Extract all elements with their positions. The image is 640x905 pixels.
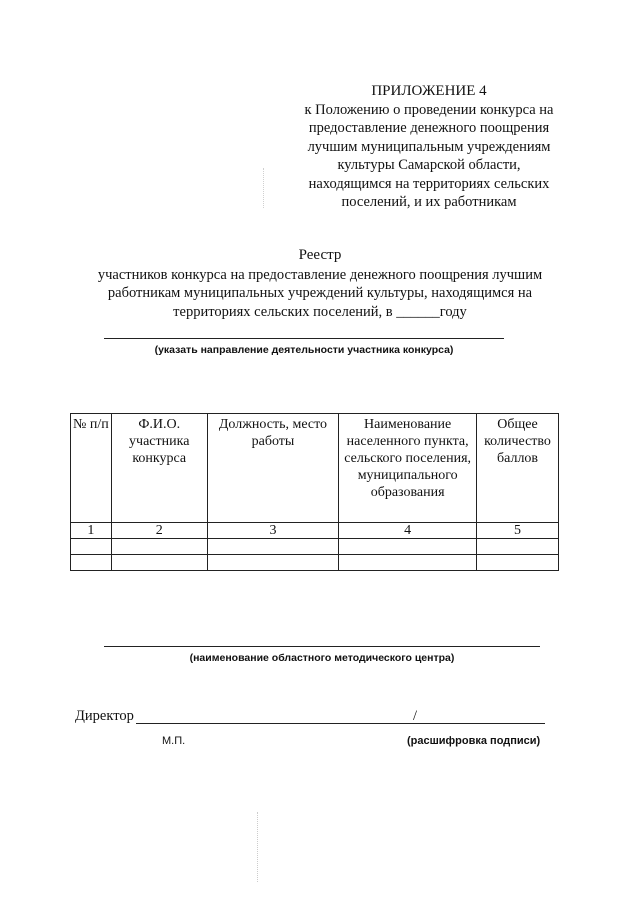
appendix-line: к Положению о проведении конкурса на — [304, 101, 554, 118]
table-header-row — [71, 414, 559, 523]
registry-table — [70, 413, 559, 571]
direction-blank-line — [104, 338, 504, 339]
column-number: 5 — [477, 523, 559, 539]
appendix-title: ПРИЛОЖЕНИЕ 4 — [371, 83, 487, 99]
column-number-row — [71, 523, 559, 539]
table-cell[interactable] — [71, 539, 112, 555]
appendix-header — [282, 82, 576, 212]
signature-slash: / — [413, 708, 418, 724]
col-header-number: № п/п — [71, 414, 112, 523]
table-cell[interactable] — [111, 555, 207, 571]
director-signature-row — [75, 708, 555, 728]
direction-field — [104, 338, 504, 356]
col-header-score: Общее количество баллов — [477, 414, 559, 523]
registry-title: Реестр — [298, 247, 342, 263]
center-blank-line — [104, 646, 540, 647]
stamp-place-label: М.П. — [162, 735, 186, 747]
column-number: 2 — [111, 523, 207, 539]
table-cell[interactable] — [207, 539, 339, 555]
appendix-line: предоставление денежного поощрения — [308, 120, 550, 136]
table-row — [71, 555, 559, 571]
fold-mark — [263, 168, 264, 208]
appendix-line: лучшим муниципальным учреждениям — [307, 138, 551, 155]
signature-decode-line — [420, 723, 545, 724]
table-cell[interactable] — [477, 539, 559, 555]
table-cell[interactable] — [339, 539, 477, 555]
table-cell[interactable] — [207, 555, 339, 571]
registry-line: участников конкурса на предоставление денежного поощрения лучшим — [97, 266, 543, 283]
table-cell[interactable] — [71, 555, 112, 571]
col-header-name: Ф.И.О. участника конкурса — [111, 414, 207, 523]
registry-line: территориях сельских поселений, в ______году — [173, 303, 467, 320]
director-label: Директор — [75, 708, 134, 724]
appendix-line: культуры Самарской области, — [337, 157, 521, 173]
methodical-center-field — [104, 646, 540, 664]
decode-caption: (расшифровка подписи) — [407, 735, 541, 747]
fold-mark — [257, 812, 258, 882]
appendix-line: поселений, и их работникам — [341, 194, 517, 210]
column-number: 1 — [71, 523, 112, 539]
table-row — [71, 539, 559, 555]
column-number: 3 — [207, 523, 339, 539]
col-header-position: Должность, место работы — [207, 414, 339, 523]
col-header-settlement: Наименование населенного пункта, сельского поселения, муниципального образования — [339, 414, 477, 523]
center-caption: (наименование областного методического центра) — [189, 652, 455, 664]
registry-heading — [60, 246, 580, 321]
appendix-line: находящимся на территориях сельских — [308, 175, 550, 192]
direction-caption: (указать направление деятельности участника конкурса) — [154, 344, 454, 356]
registry-line: работникам муниципальных учреждений культуры, находящимся на — [107, 285, 533, 301]
table-cell[interactable] — [339, 555, 477, 571]
column-number: 4 — [339, 523, 477, 539]
table-cell[interactable] — [477, 555, 559, 571]
table-cell[interactable] — [111, 539, 207, 555]
